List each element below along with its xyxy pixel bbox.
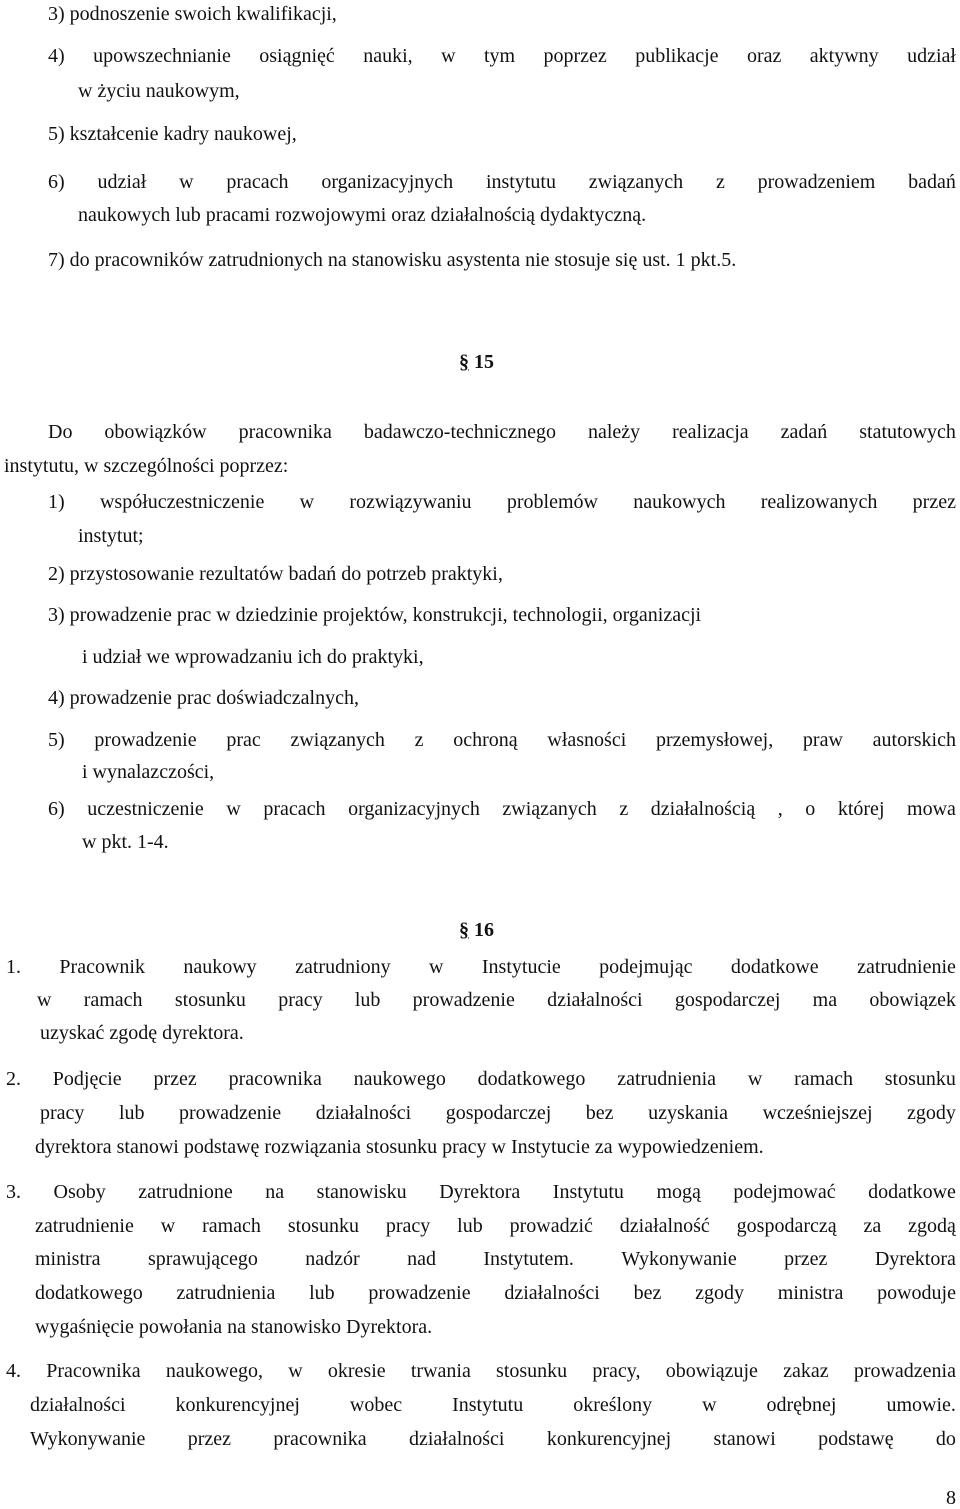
- word: obowiązek: [869, 989, 956, 1011]
- word: działalności: [30, 1394, 126, 1416]
- word: Instytutu: [452, 1394, 524, 1416]
- s16-para-3-line-4: [35, 1281, 956, 1305]
- word: działalności: [547, 989, 643, 1011]
- word: Instytucie: [481, 956, 561, 978]
- word: instytutu: [485, 171, 556, 193]
- word: dodatkowego: [477, 1068, 586, 1090]
- s16-para-4-line-3: [30, 1427, 956, 1451]
- word: uzyskania: [648, 1102, 729, 1124]
- word: w: [429, 956, 444, 978]
- word: zgody: [907, 1102, 956, 1124]
- word: lub: [457, 1215, 483, 1237]
- word: w: [160, 1215, 176, 1237]
- word: nadzór: [305, 1248, 360, 1270]
- word: prowadzenie: [368, 1282, 471, 1304]
- section-15-intro-line-2: instytutu, w szczególności poprzez:: [4, 455, 289, 477]
- s15-item-5-line-1: [48, 728, 956, 752]
- word: stosunku: [496, 1360, 568, 1382]
- word: odrębnej: [766, 1394, 837, 1416]
- word: realizowanych: [760, 491, 878, 513]
- word: 6): [48, 171, 65, 193]
- s16-para-4-line-1: [6, 1359, 956, 1383]
- word: stosunku: [287, 1215, 359, 1237]
- word: prowadzenia: [853, 1360, 956, 1382]
- word: konkurencyjnej: [175, 1394, 300, 1416]
- word: tym: [483, 45, 516, 67]
- s16-para-4-line-2: [30, 1393, 956, 1417]
- word: pracy: [40, 1102, 85, 1124]
- word: bez: [633, 1282, 662, 1304]
- word: dodatkowego: [35, 1282, 143, 1304]
- word: działalności: [504, 1282, 600, 1304]
- word: autorskich: [872, 729, 956, 751]
- word: realizacja: [672, 421, 749, 443]
- word: Wykonywanie: [30, 1428, 146, 1450]
- word: związanych: [502, 798, 597, 820]
- word: obowiązków: [104, 421, 207, 443]
- s15-item-6-line-2: w pkt. 1-4.: [82, 831, 169, 853]
- word: ramach: [83, 989, 143, 1011]
- word: pracach: [226, 171, 289, 193]
- word: ramach: [794, 1068, 853, 1090]
- word: upowszechnianie: [93, 45, 231, 67]
- word: dodatkowe: [730, 956, 819, 978]
- word: o: [805, 798, 816, 820]
- word: ma: [812, 989, 838, 1011]
- word: przez: [784, 1248, 828, 1270]
- section-15-heading: [459, 350, 494, 374]
- word: 3.: [6, 1181, 21, 1203]
- word: pracownika: [273, 1428, 367, 1450]
- word: prowadzenie: [412, 989, 515, 1011]
- s15-item-4: 4) prowadzenie prac doświadczalnych,: [48, 687, 359, 709]
- word: stosunku: [174, 989, 246, 1011]
- s16-para-3-line-5: wygaśnięcie powołania na stanowisko Dyrektora.: [35, 1316, 433, 1338]
- word: ,: [777, 798, 783, 820]
- word: udział: [97, 171, 147, 193]
- s16-para-1-line-3: uzyskać zgodę dyrektora.: [40, 1022, 244, 1044]
- word: Pracownik: [59, 956, 145, 978]
- word: dodatkowe: [868, 1181, 956, 1203]
- word: w: [747, 1068, 763, 1090]
- word: zgody: [695, 1282, 745, 1304]
- s15-item-1-line-2: instytut;: [78, 525, 144, 547]
- word: lub: [354, 989, 381, 1011]
- word: w: [179, 171, 194, 193]
- word: stosunku: [884, 1068, 956, 1090]
- list-item-7: 7) do pracowników zatrudnionych na stanowisku asystenta nie stosuje się ust. 1 pkt.5.: [48, 249, 737, 271]
- word: Podjęcie: [52, 1068, 122, 1090]
- word: stanowi: [713, 1428, 776, 1450]
- word: badawczo-technicznego: [363, 421, 556, 443]
- word: zatrudnienie: [857, 956, 956, 978]
- word: zadań: [780, 421, 828, 443]
- word: publikacje: [635, 45, 719, 67]
- word: lub: [309, 1282, 335, 1304]
- word: poprzez: [543, 45, 607, 67]
- word: naukowy: [183, 956, 257, 978]
- word: działalności: [408, 1428, 505, 1450]
- word: za: [863, 1215, 882, 1237]
- word: podejmując: [599, 956, 693, 978]
- word: pracy: [278, 989, 323, 1011]
- word: Pracownika: [46, 1360, 141, 1382]
- word: pracownika: [228, 1068, 322, 1090]
- word: zatrudnione: [138, 1181, 233, 1203]
- word: zakaz: [783, 1360, 829, 1382]
- word: gospodarczą: [736, 1215, 837, 1237]
- word: mowa: [907, 798, 956, 820]
- word: nauki,: [363, 45, 413, 67]
- s15-item-5-line-2: i wynalazczości,: [82, 761, 215, 783]
- word: badań: [908, 171, 956, 193]
- s16-para-3-line-1: [6, 1180, 956, 1204]
- word: podstawę: [818, 1428, 894, 1450]
- word: w: [702, 1394, 717, 1416]
- word: związanych: [588, 171, 684, 193]
- word: praw: [802, 729, 843, 751]
- word: Instytutem.: [483, 1248, 574, 1270]
- word: wobec: [349, 1394, 403, 1416]
- word: udział: [907, 45, 956, 67]
- word: okresie: [327, 1360, 386, 1382]
- word: przez: [153, 1068, 197, 1090]
- word: w: [288, 1360, 303, 1382]
- word: sprawującego: [147, 1248, 258, 1270]
- word: określony: [573, 1394, 653, 1416]
- word: mogą: [656, 1181, 701, 1203]
- word: przez: [187, 1428, 232, 1450]
- list-item-5: 5) kształcenie kadry naukowej,: [48, 123, 297, 145]
- word: rozwiązywaniu: [349, 491, 472, 513]
- word: ramach: [202, 1215, 261, 1237]
- word: 1): [48, 491, 65, 513]
- list-item-6-line-2: naukowych lub pracami rozwojowymi oraz działalnością dydaktyczną.: [78, 204, 647, 226]
- section-number: 15: [474, 351, 494, 373]
- word: obowiązuje: [665, 1360, 758, 1382]
- s15-item-1-line-1: [48, 490, 956, 514]
- word: 4.: [6, 1360, 21, 1382]
- s16-para-2-line-3: dyrektora stanowi podstawę rozwiązania stosunku pracy w Instytucie za wypowiedzeniem.: [35, 1136, 764, 1158]
- word: pracy: [385, 1215, 431, 1237]
- word: ochroną: [453, 729, 518, 751]
- word: należy: [587, 421, 641, 443]
- word: problemów: [506, 491, 598, 513]
- word: gospodarczej: [674, 989, 781, 1011]
- word: Wykonywanie: [621, 1248, 737, 1270]
- list-item-4-line-1: [48, 44, 956, 68]
- word: 5): [48, 729, 65, 751]
- section-16-heading: [459, 918, 494, 942]
- word: działalnością: [650, 798, 756, 820]
- word: w: [37, 989, 52, 1011]
- word: organizacyjnych: [321, 171, 454, 193]
- word: Dyrektora: [874, 1248, 956, 1270]
- word: przez: [912, 491, 956, 513]
- word: trwania: [410, 1360, 471, 1382]
- word: Dyrektora: [439, 1181, 521, 1203]
- word: naukowego,: [165, 1360, 264, 1382]
- word: prowadzeniem: [757, 171, 876, 193]
- word: bez: [585, 1102, 614, 1124]
- word: lub: [118, 1102, 145, 1124]
- word: z: [414, 729, 424, 751]
- s15-item-6-line-1: [48, 797, 956, 821]
- word: 4): [48, 45, 65, 67]
- word: do: [935, 1428, 956, 1450]
- word: 2.: [6, 1068, 21, 1090]
- word: umowie.: [886, 1394, 956, 1416]
- word: na: [265, 1181, 285, 1203]
- word: działalności: [315, 1102, 412, 1124]
- s16-para-3-line-2: [35, 1214, 956, 1238]
- s16-para-3-line-3: [35, 1247, 956, 1271]
- list-item-3: 3) podnoszenie swoich kwalifikacji,: [48, 3, 337, 25]
- word: prac: [226, 729, 261, 751]
- word: 1.: [6, 956, 21, 978]
- word: naukowych: [633, 491, 726, 513]
- word: nad: [407, 1248, 436, 1270]
- word: 6): [48, 798, 65, 820]
- word: z: [715, 171, 725, 193]
- word: w: [441, 45, 456, 67]
- word: wcześniejszej: [762, 1102, 873, 1124]
- word: zatrudniony: [295, 956, 391, 978]
- s15-item-3-line-1: 3) prowadzenie prac w dziedzinie projektów, konstrukcji, technologii, organizacji: [48, 604, 702, 626]
- word: zgodą: [908, 1215, 956, 1237]
- page-number: 8: [946, 1487, 956, 1509]
- word: oraz: [746, 45, 782, 67]
- word: z: [619, 798, 629, 820]
- word: pracownika: [238, 421, 332, 443]
- section-symbol: §: [459, 919, 469, 941]
- s15-item-3-line-2: i udział we wprowadzaniu ich do praktyki,: [82, 646, 424, 668]
- word: w: [299, 491, 315, 513]
- s16-para-1-line-1: [6, 955, 956, 979]
- s16-para-2-line-2: [40, 1101, 956, 1125]
- word: prowadzić: [509, 1215, 593, 1237]
- word: Instytutu: [552, 1181, 624, 1203]
- word: przemysłowej,: [656, 729, 774, 751]
- word: statutowych: [859, 421, 956, 443]
- word: ministra: [777, 1282, 844, 1304]
- section-15-intro-line-1: [48, 420, 956, 444]
- word: w: [226, 798, 241, 820]
- word: współuczestniczenie: [99, 491, 265, 513]
- word: naukowego: [353, 1068, 446, 1090]
- word: której: [837, 798, 885, 820]
- word: konkurencyjnej: [546, 1428, 672, 1450]
- word: Do: [48, 421, 73, 443]
- word: działalność: [619, 1215, 710, 1237]
- word: Osoby: [53, 1181, 106, 1203]
- word: gospodarczej: [445, 1102, 552, 1124]
- word: pracach: [263, 798, 326, 820]
- word: prowadzenie: [179, 1102, 282, 1124]
- word: osiągnięć: [259, 45, 335, 67]
- s16-para-1-line-2: [37, 988, 956, 1012]
- word: prowadzenie: [94, 729, 197, 751]
- word: aktywny: [809, 45, 879, 67]
- word: zatrudnienia: [617, 1068, 717, 1090]
- word: organizacyjnych: [348, 798, 480, 820]
- section-symbol: §: [459, 351, 469, 373]
- word: stanowisku: [316, 1181, 407, 1203]
- word: ministra: [35, 1248, 101, 1270]
- section-number: 16: [474, 919, 494, 941]
- word: powoduje: [877, 1282, 956, 1304]
- word: własności: [547, 729, 627, 751]
- s16-para-2-line-1: [6, 1067, 956, 1091]
- list-item-6-line-1: [48, 170, 956, 194]
- word: podejmować: [733, 1181, 836, 1203]
- word: pracy,: [592, 1360, 641, 1382]
- word: uczestniczenie: [87, 798, 204, 820]
- list-item-4-line-2: w życiu naukowym,: [78, 80, 240, 102]
- word: związanych: [290, 729, 385, 751]
- s15-item-2: 2) przystosowanie rezultatów badań do potrzeb praktyki,: [48, 563, 503, 585]
- word: zatrudnienie: [35, 1215, 134, 1237]
- word: zatrudnienia: [176, 1282, 276, 1304]
